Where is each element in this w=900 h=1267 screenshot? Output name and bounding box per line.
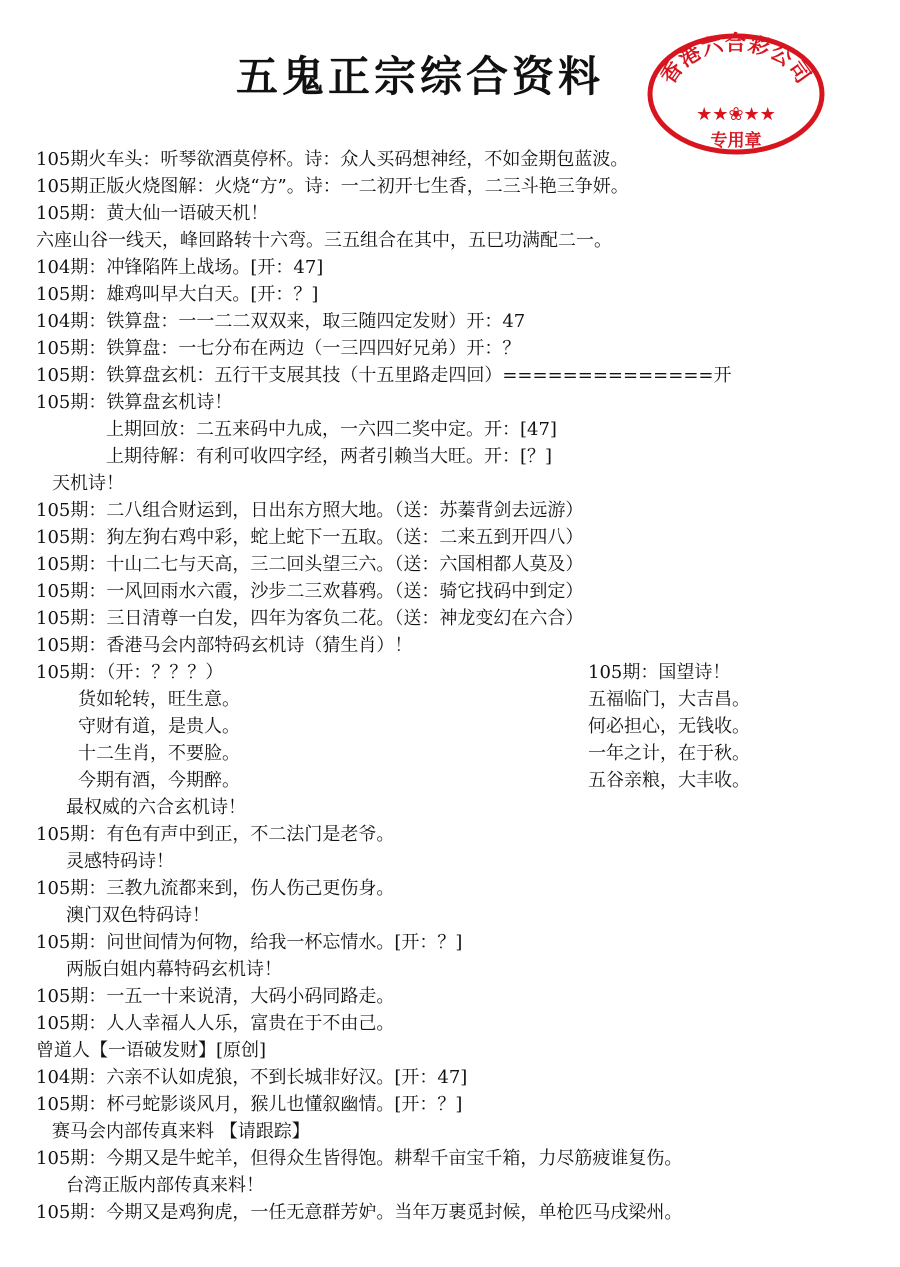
text-line: 105期：人人幸福人人乐，富贵在于不由己。	[36, 1013, 395, 1034]
text-line: 六座山谷一线天，峰回路转十六弯。三五组合在其中，五巳功满配二一。	[36, 230, 612, 251]
company-seal	[644, 30, 828, 158]
seal-stars: ★★❀★★	[696, 104, 776, 125]
section-heading: 赛马会内部传真来料 【请跟踪】	[52, 1121, 310, 1142]
text-line: 105期：十山二七与天高，三二回头望三六。（送：六国相都人莫及）	[36, 554, 584, 575]
text-line: 105期：今期又是牛蛇羊，但得众生皆得饱。耕犁千亩宝千箱，力尽筋疲谁复伤。	[36, 1148, 683, 1169]
section-heading: 最权威的六合玄机诗！	[66, 797, 246, 818]
text-line: 105期：有色有声中到正，不二法门是老爷。	[36, 824, 395, 845]
replay-line: 上期待解：有利可收四字经，两者引赖当大旺。开：[？]	[106, 446, 553, 467]
section-heading: 台湾正版内部传真来料！	[66, 1175, 264, 1196]
replay-line: 上期回放：二五来码中九成，一六四二奖中定。开：[47]	[106, 419, 557, 440]
text-line: 105期：香港马会内部特码玄机诗（猜生肖）！	[36, 635, 413, 656]
text-line: 105期：铁算盘玄机：五行干支展其技（十五里路走四回）==============开	[36, 365, 732, 386]
text-line: 105期火车头：听琴欲酒莫停杯。诗：众人买码想神经，不如金期包蓝波。	[36, 149, 629, 170]
text-line: 105期：今期又是鸡狗虎，一任无意群芳妒。当年万裹觅封候，单枪匹马戌梁州。	[36, 1202, 683, 1223]
right-poem-line: 五福临门，大吉昌。	[588, 689, 750, 710]
text-line: 105期：黄大仙一语破天机！	[36, 203, 269, 224]
section-heading: 两版白姐内幕特码玄机诗！	[66, 959, 282, 980]
text-line: 104期：冲锋陷阵上战场。[开：47]	[36, 257, 324, 278]
left-poem-line: 十二生肖，不要脸。	[78, 743, 240, 764]
right-poem-line: 一年之计，在于秋。	[588, 743, 750, 764]
text-line: 105期：狗左狗右鸡中彩，蛇上蛇下一五取。（送：二来五到开四八）	[36, 527, 584, 548]
left-column-header: 105期：（开：？？？）	[36, 662, 224, 683]
two-column-poems	[36, 659, 886, 794]
right-poem-line: 五谷亲粮，大丰收。	[588, 770, 750, 791]
text-line: 104期：六亲不认如虎狼，不到长城非好汉。[开：47]	[36, 1067, 468, 1088]
left-poem-line: 货如轮转，旺生意。	[78, 689, 240, 710]
section-heading: 天机诗！	[52, 473, 124, 494]
left-poem-line: 今期有酒，今期醉。	[78, 770, 240, 791]
svg-text:香港六合彩公司	[656, 31, 816, 88]
text-line: 105期：一风回雨水六霞，沙步二三欢暮鸦。（送：骑它找码中到定）	[36, 581, 584, 602]
page-title: 五鬼正宗综合资料	[235, 52, 604, 101]
seal-bottom-text: 专用章	[710, 131, 762, 151]
right-column-header: 105期：国望诗！	[588, 662, 731, 683]
text-line: 105期：一五一十来说清，大码小码同路走。	[36, 986, 395, 1007]
text-line: 104期：铁算盘：一一二二双双来，取三随四定发财）开：47	[36, 311, 526, 332]
text-line: 105期：杯弓蛇影谈风月，猴儿也懂叙幽情。[开：？]	[36, 1094, 463, 1115]
right-column	[588, 659, 750, 794]
text-line: 105期正版火烧图解：火烧“方”。诗：一二初开七生香，二三斗艳三争妍。	[36, 176, 629, 197]
section-heading: 曾道人【一语破发财】[原创]	[36, 1040, 267, 1061]
section-heading: 澳门双色特码诗！	[66, 905, 210, 926]
text-line: 105期：雄鸡叫早大白天。[开：？]	[36, 284, 319, 305]
left-poem-line: 守财有道，是贵人。	[78, 716, 240, 737]
seal-graphic	[644, 30, 828, 158]
text-line: 105期：二八组合财运到，日出东方照大地。（送：苏蓁背剑去远游）	[36, 500, 584, 521]
left-column	[36, 659, 886, 794]
text-line: 105期：三教九流都来到，伤人伤己更伤身。	[36, 878, 395, 899]
section-heading: 灵感特码诗！	[66, 851, 174, 872]
text-line: 105期：铁算盘玄机诗！	[36, 392, 233, 413]
text-line: 105期：问世间情为何物，给我一杯忘情水。[开：？]	[36, 932, 463, 953]
content-body	[36, 146, 886, 1226]
text-line: 105期：三日清尊一白发，四年为客负二花。（送：神龙变幻在六合）	[36, 608, 584, 629]
right-poem-line: 何必担心，无钱收。	[588, 716, 750, 737]
seal-top-text: 香港六合彩公司	[655, 31, 817, 89]
text-line: 105期：铁算盘：一七分布在两边（一三四四好兄弟）开：？	[36, 338, 521, 359]
